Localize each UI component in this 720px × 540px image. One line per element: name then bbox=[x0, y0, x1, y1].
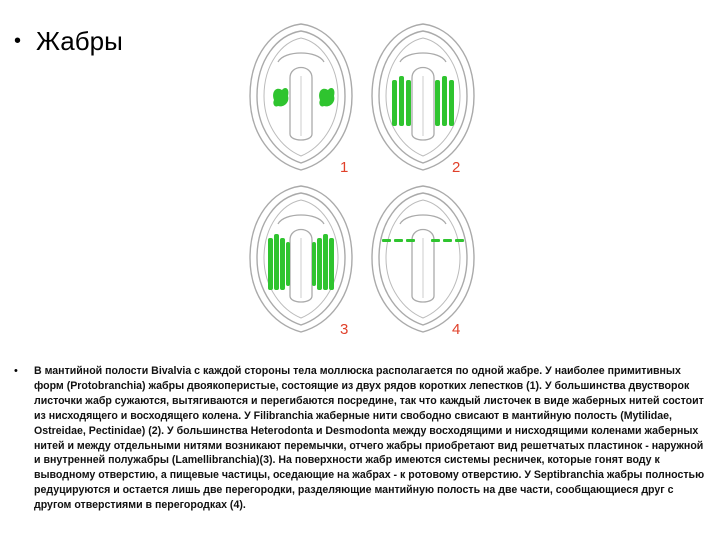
panel-1-gill-left bbox=[273, 88, 288, 107]
title-bullet: • bbox=[14, 30, 22, 52]
panel-2-shell bbox=[372, 24, 474, 170]
panel-label-3: 3 bbox=[340, 321, 349, 338]
panel-1-gill-right bbox=[319, 88, 334, 107]
panel-4-shell bbox=[372, 186, 474, 332]
body-text: В мантийной полости Bivalvia с каждой стороны тела моллюска располагается по одной жабре. У наиболее примитивных форм (Protobranchia) жабры двоякоперистые, состоящие из двух рядов коротких лепестков (1). У большинства двустворок листочки жабр сужаются, вытягиваются и перегибаются посредине, так что каждый листочек в виде жаберных нитей состоит из нисходящего и восходящего колена. У Filibranchia жаберные нити свободно свисают в мантийную полость (Mytilidae, Ostreidae, Pectinidae) (2). У большинства Heterodonta и Desmodonta между восходящими и нисходящими коленами жаберных нитей и между отдельными нитями возникают перемычки, отчего жабры приобретают вид решетчатых пластинок - наружной и внутренней полужабры (Lamellibranchia)(3). На поверхности жабр имеются системы ресничек, которые гонят воду к выводному отверстию, а пищевые частицы, оседающие на жабрах - к ротовому отверстию. У Septibranchia жабры полностью редуцируются и остается лишь две перегородки, разделяющие мантийную полость на две части, сообщающиеся друг с другом отверстиями в перегородках (4). bbox=[34, 365, 705, 512]
slide-title bbox=[14, 26, 123, 57]
gill-diagram bbox=[240, 10, 480, 340]
panel-3-shell bbox=[250, 186, 352, 332]
description-paragraph bbox=[14, 364, 708, 513]
panel-1-shell bbox=[250, 24, 352, 170]
title-text: Жабры bbox=[36, 26, 123, 56]
body-bullet: • bbox=[14, 365, 18, 377]
panel-label-2: 2 bbox=[452, 159, 461, 176]
panel-label-1: 1 bbox=[340, 159, 349, 176]
panel-label-4: 4 bbox=[452, 321, 461, 338]
